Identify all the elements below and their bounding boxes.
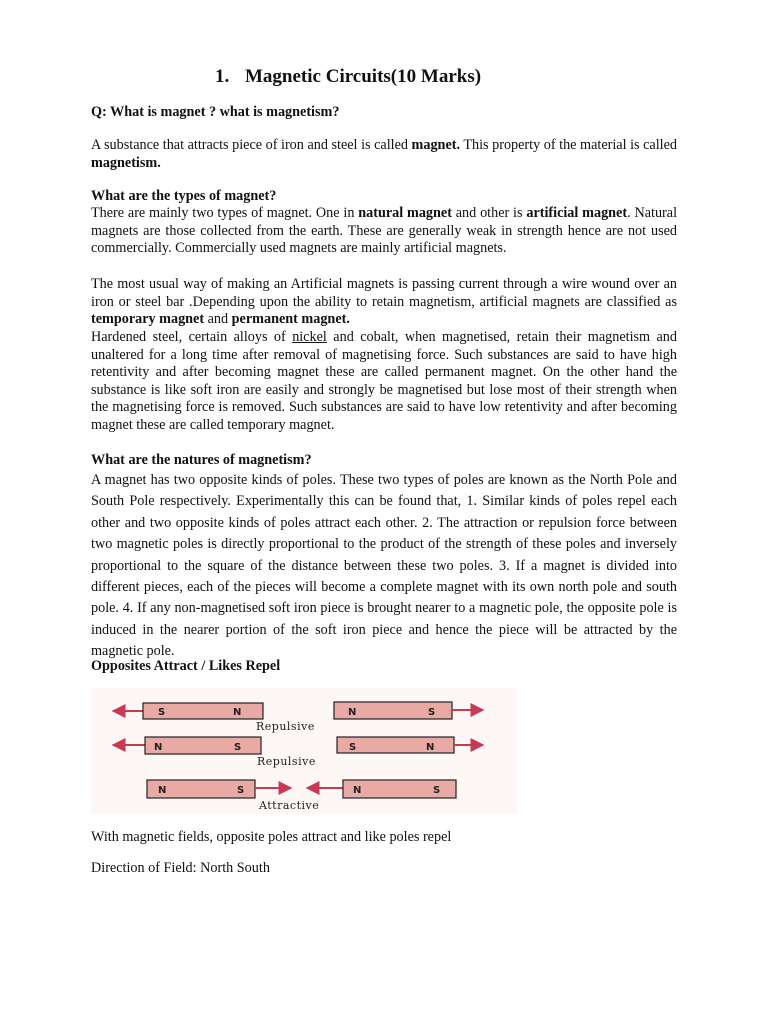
nickel-link[interactable]: nickel bbox=[292, 329, 327, 345]
question-types: What are the types of magnet? bbox=[91, 188, 277, 204]
pole-label: S bbox=[349, 742, 357, 753]
pole-label: N bbox=[353, 785, 362, 796]
page-title bbox=[215, 66, 615, 88]
figure-caption: With magnetic fields, opposite poles attract and like poles repel bbox=[91, 829, 452, 845]
direction-label: Direction of Field: North bbox=[91, 860, 237, 876]
term-natural-magnet: natural magnet bbox=[358, 205, 452, 221]
types-paragraph-1 bbox=[91, 205, 677, 258]
caption-repulsive-2: Repulsive bbox=[257, 755, 316, 768]
direction-end: South bbox=[236, 860, 270, 876]
answer-text: A substance that attracts piece of iron and steel is called bbox=[91, 137, 412, 153]
types-text: The most usual way of making an Artificial magnets is passing current through a wire wound over an iron or steel bar .Depending upon the ability to retain magnetism, artificial magnets are classified as bbox=[91, 276, 677, 310]
question-natures: What are the natures of magnetism? bbox=[91, 452, 312, 468]
direction-of-field bbox=[91, 860, 677, 878]
subheading-opposites: Opposites Attract / Likes Repel bbox=[91, 658, 281, 674]
pole-label: N bbox=[426, 742, 435, 753]
section-number: 1. bbox=[215, 66, 230, 87]
caption-attractive: Attractive bbox=[259, 799, 320, 812]
pole-label: N bbox=[158, 785, 167, 796]
term-permanent-magnet: permanent magnet. bbox=[231, 311, 350, 328]
term-artificial-magnet: artificial magnet bbox=[526, 205, 628, 221]
term-magnet: magnet. bbox=[411, 137, 461, 153]
types-text: . Natural magnets are those collected from the earth. These are generally weak in strength hence are not used commercially. Commercially used magnets are mainly artificial magnets. bbox=[91, 205, 678, 257]
term-temporary-magnet: temporary magnet bbox=[91, 311, 205, 328]
magnet-bar-2a bbox=[145, 737, 261, 754]
question-magnet: Q: What is magnet ? what is magnetism? bbox=[91, 104, 340, 120]
types-paragraph-2 bbox=[91, 276, 677, 329]
natures-paragraph: A magnet has two opposite kinds of poles. These two types of poles are known as the North Pole and South Pole respectively. Experimentally this can be found that, 1. Similar kinds of poles repel each other and two opposite kinds of poles attract each other. 2. The attraction or repulsion force between two magnetic poles is directly proportional to the product of the strength of these poles and inversely proportional to the square of the distance between these two poles. 3. If a magnet is divided into different pieces, each of the pieces will become a complete magnet with its own north pole and south pole. 4. If any non-magnetised soft iron piece is brought nearer to a magnetic pole, the opposite pole is induced in the nearer portion of the soft iron piece and hence the piece will be attracted by the magnetic pole. bbox=[91, 472, 677, 660]
term-magnetism: magnetism. bbox=[91, 154, 161, 171]
magnet-poles-figure bbox=[91, 688, 517, 814]
caption-repulsive-1: Repulsive bbox=[256, 720, 315, 733]
answer-magnet bbox=[91, 137, 677, 172]
pole-label: S bbox=[237, 785, 245, 796]
pole-label: S bbox=[158, 707, 166, 718]
section-title: Magnetic Circuits(10 Marks) bbox=[245, 66, 482, 87]
pole-label: S bbox=[428, 707, 436, 718]
types-text: and cobalt, when magnetised, retain their magnetism and unaltered for a long time after removal of magnetising force. Such substances are said to have high retentivity and after becoming magnet these are called permanent magnet. On the other hand the substance is like soft iron are easily and strongly be magnetised but lose most of their strength when the magnetising force is removed. Such substances are said to have low retentivity and after becoming magnet these are called temporary magnet. bbox=[91, 329, 677, 433]
types-text: There are mainly two types of magnet. One in bbox=[91, 205, 359, 221]
pole-label: N bbox=[348, 707, 357, 718]
magnet-poles-diagram bbox=[91, 688, 517, 814]
pole-label: S bbox=[433, 785, 441, 796]
types-text: and other is bbox=[451, 205, 527, 221]
types-text: and bbox=[204, 311, 232, 328]
types-text: Hardened steel, certain alloys of bbox=[91, 329, 293, 345]
pole-label: N bbox=[154, 742, 163, 753]
pole-label: S bbox=[234, 742, 242, 753]
types-paragraph-3 bbox=[91, 329, 677, 435]
pole-label: N bbox=[233, 707, 242, 718]
answer-text: This property of the material is called bbox=[460, 137, 677, 153]
